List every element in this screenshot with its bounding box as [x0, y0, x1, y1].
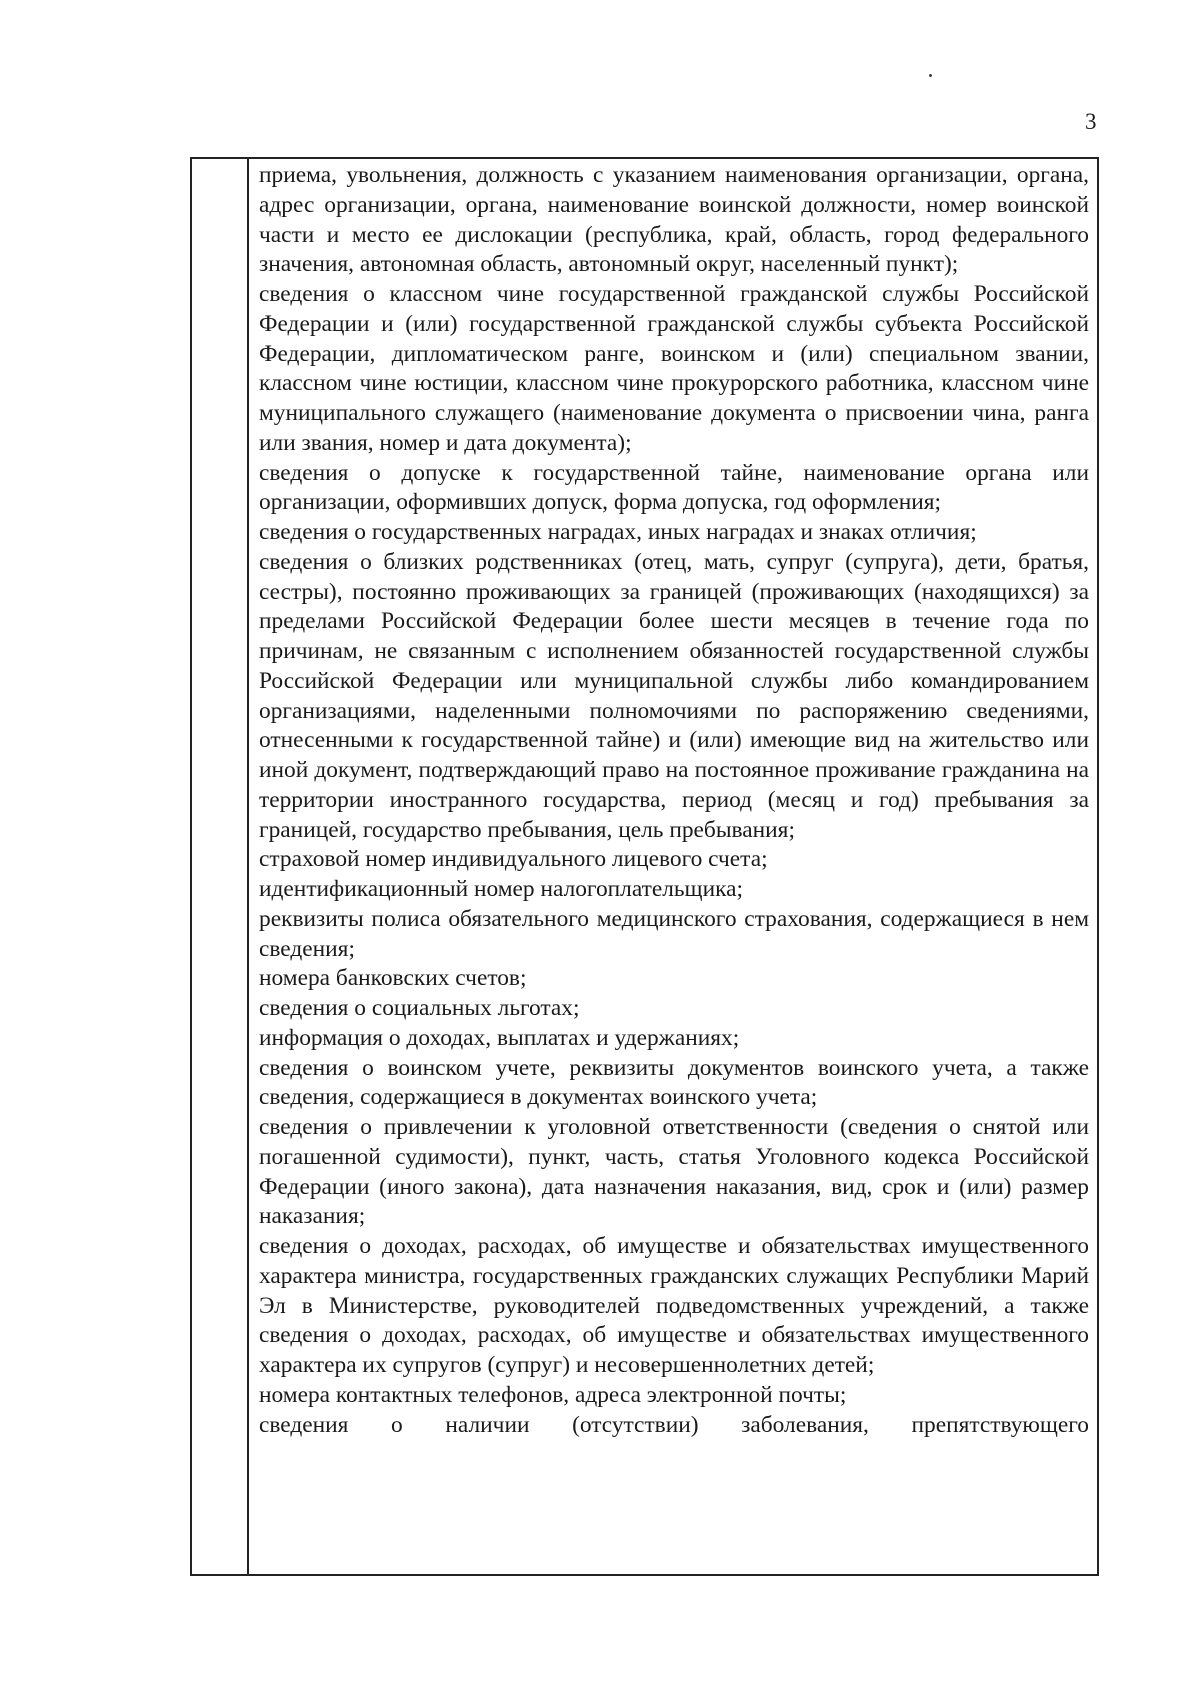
table-content-column	[259, 161, 1089, 1440]
table-left-column	[192, 159, 249, 1574]
page-number: 3	[1085, 109, 1097, 134]
list-item: сведения о привлечении к уголовной ответственности (сведения о снятой или погашенной судимости), пункт, часть, статья Уголовного кодекса Российской Федерации (иного закона), дата назначения наказания, вид, срок и (или) размер наказания;	[259, 1114, 1089, 1230]
list-item: идентификационный номер налогоплательщика;	[259, 876, 743, 902]
scan-speck	[929, 74, 932, 77]
list-item: сведения о близких родственниках (отец, мать, супруг (супруга), дети, братья, сестры), постоянно проживающих за границей (проживающих (находящихся) за пределами Российской Федерации более шести месяцев в течение года по причинам, не связанным с исполнением обязанностей государственной службы Российской Федерации или муниципальной службы либо командированием организациями, наделенными полномочиями по распоряжению сведениями, отнесенными к государственной тайне) и (или) имеющие вид на жительство или иной документ, подтверждающий право на постоянное проживание гражданина на территории иностранного государства, период (месяц и год) пребывания за границей, государство пребывания, цель пребывания;	[259, 548, 1089, 843]
list-item: сведения о воинском учете, реквизиты документов воинского учета, а также сведения, содержащиеся в документах воинского учета;	[259, 1054, 1089, 1111]
list-item: сведения о наличии (отсутствии) заболевания, препятствующего	[259, 1411, 1089, 1438]
document-table	[190, 157, 1099, 1576]
list-item: сведения о государственных наградах, иных наградах и знаках отличия;	[259, 519, 977, 545]
list-item: страховой номер индивидуального лицевого счета;	[259, 846, 768, 873]
list-item: номера банковских счетов;	[259, 965, 527, 992]
list-item: сведения о классном чине государственной гражданской службы Российской Федерации и (или) государственной гражданской службы субъекта Российской Федерации, дипломатическом ранге, воинском и (или) специальном звании, классном чине юстиции, классном чине прокурорского работника, классном чине муниципального служащего (наименование документа о присвоении чина, ранга или звания, номер и дата документа);	[259, 281, 1089, 456]
list-item: сведения о социальных льготах;	[259, 995, 580, 1021]
list-item: номера контактных телефонов, адреса электронной почты;	[259, 1381, 847, 1408]
list-item: сведения о допуске к государственной тайне, наименование органа или организации, оформивших допуск, форма допуска, год оформления;	[259, 459, 1089, 516]
list-item: информация о доходах, выплатах и удержаниях;	[259, 1024, 740, 1051]
list-item: приема, увольнения, должность с указанием наименования организации, органа, адрес организации, органа, наименование воинской должности, номер воинской части и место ее дислокации (республика, край, область, город федерального значения, автономная область, автономный округ, населенный пункт);	[259, 162, 1089, 278]
list-item: реквизиты полиса обязательного медицинского страхования, содержащиеся в нем сведения;	[259, 905, 1089, 962]
list-item: сведения о доходах, расходах, об имуществе и обязательствах имущественного характера министра, государственных гражданских служащих Республики Марий Эл в Министерстве, руководителей подведомственных учреждений, а также сведения о доходах, расходах, об имуществе и обязательствах имущественного характера их супругов (супруг) и несовершеннолетних детей;	[259, 1233, 1089, 1378]
